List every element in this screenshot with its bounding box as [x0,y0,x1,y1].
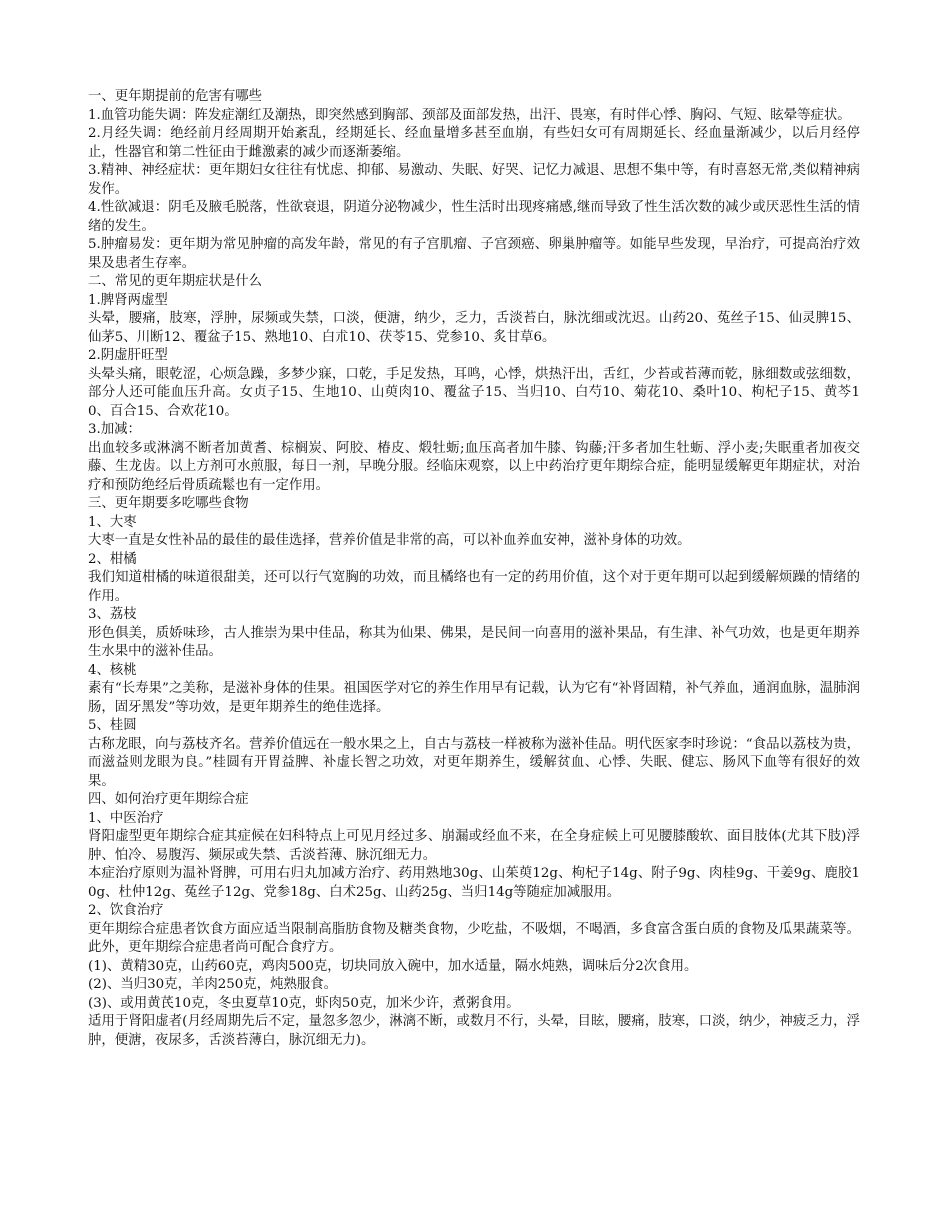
subheading: 4、核桃 [88,662,137,678]
paragraph: 形色俱美，质娇味珍，古人推崇为果中佳品，称其为仙果、佛果，是民间一向喜用的滋补果品，有生津、补气功效，也是更年期养生水果中的滋补佳品。 [88,625,860,659]
subheading: 3.加减： [88,422,141,437]
list-item: (1)、黄精30克，山药60克，鸡肉500克，切块同放入碗中，加水适量，隔水炖熟，调味后分2次食用。 [88,958,698,974]
subheading: 2.阴虚肝旺型 [88,348,168,363]
paragraph: 我们知道柑橘的味道很甜美，还可以行气宽胸的功效，而且橘络也有一定的药用价值，这个对于更年期可以起到缓解烦躁的情绪的作用。 [88,570,860,604]
list-item: (2)、当归30克，羊肉250克，炖熟服食。 [88,977,338,992]
section-heading: 一、更年期提前的危害有哪些 [88,89,263,104]
list-item: 4.性欲减退：阴毛及腋毛脱落，性欲衰退，阴道分泌物减少，性生活时出现疼痛感,继而导致了性生活次数的减少或厌恶性生活的情绪的发生。 [88,200,860,234]
section-heading: 四、如何治疗更年期综合症 [88,792,249,807]
subheading: 5、桂圆 [88,718,137,733]
paragraph: 头晕，腰痛，肢寒，浮肿，尿频或失禁，口淡，便溏，纳少，乏力，舌淡苔白，脉沈细或沈迟。山药20、菟丝子15、仙灵脾15、仙茅5、川断12、覆盆子15、熟地10、白朮10、茯苓15、党参10、炙甘草6。 [88,311,860,345]
subheading: 1、中医治疗 [88,810,164,826]
paragraph: 本症治疗原则为温补肾脾，可用右归丸加减方治疗、药用熟地30g、山茱萸12g、枸杞子14g、附子9g、肉桂9g、干姜9g、鹿胶10g、杜仲12g、菟丝子12g、党参18g、白术25g、山药25g、当归14g等随症加减服用。 [88,866,860,900]
list-item: 1.血管功能失调：阵发症潮红及潮热，即突然感到胸部、颈部及面部发热，出汗、畏寒，有时伴心悸、胸闷、气短、眩晕等症状。 [88,107,851,123]
document-body [88,88,860,1050]
paragraph: 头晕头痛，眼乾涩，心烦急躁，多梦少寐，口乾，手足发热，耳鸣，心悸，烘热汗出，舌红，少苔或苔薄而乾，脉细数或弦细数，部分人还可能血压升高。女贞子15、生地10、山萸肉10、覆盆子15、当归10、白芍10、菊花10、桑叶10、枸杞子15、黄芩10、百合15、合欢花10。 [88,366,860,419]
paragraph: 更年期综合症患者饮食方面应适当限制高脂肪食物及糖类食物，少吃盐，不吸烟，不喝酒，多食富含蛋白质的食物及瓜果蔬菜等。此外，更年期综合症患者尚可配合食疗方。 [88,921,860,955]
section-heading: 三、更年期要多吃哪些食物 [88,496,249,511]
paragraph: 素有“长寿果”之美称，是滋补身体的佳果。祖国医学对它的养生作用早有记载，认为它有“补肾固精，补气养血，通润血脉，温肺润肠，固牙黑发”等功效，是更年期养生的绝佳选择。 [88,681,860,715]
list-item: 2.月经失调：绝经前月经周期开始紊乱，经期延长、经血量增多甚至血崩，有些妇女可有周期延长、经血量渐减少，以后月经停止，性器官和第二性征由于雌激素的减少而逐渐萎缩。 [88,126,860,160]
paragraph: 适用于肾阳虚者(月经周期先后不定，量忽多忽少，淋漓不断，或数月不行，头晕，目眩，腰痛，肢寒，口淡，纳少，神疲乏力，浮肿，便溏，夜尿多，舌淡苔薄白，脉沉细无力)。 [88,1014,860,1048]
section-heading: 二、常见的更年期症状是什么 [88,274,263,289]
paragraph: 肾阳虚型更年期综合症其症候在妇科特点上可见月经过多、崩漏或经血不来，在全身症候上可见腰膝酸软、面目肢体(尤其下肢)浮肿、怕冷、易腹泻、频尿或失禁、舌淡苔薄、脉沉细无力。 [88,829,860,863]
subheading: 1.脾肾两虚型 [88,292,168,308]
subheading: 3、荔枝 [88,607,137,622]
paragraph: 出血较多或淋漓不断者加黄耆、棕榈炭、阿胶、椿皮、煅牡蛎;血压高者加牛膝、钩藤;汗多者加生牡蛎、浮小麦;失眠重者加夜交藤、生龙齿。以上方剂可水煎服，每日一剂，早晚分服。经临床观察，以上中药治疗更年期综合症，能明显缓解更年期症状，对治疗和预防绝经后骨质疏鬆也有一定作用。 [88,440,860,493]
subheading: 2、饮食治疗 [88,903,164,918]
paragraph: 古称龙眼，向与荔枝齐名。营养价值远在一般水果之上，自古与荔枝一样被称为滋补佳品。明代医家李时珍说：“食品以荔枝为贵，而滋益则龙眼为良。”桂圆有开胃益脾、补虚长智之功效，对更年期养生，缓解贫血、心悸、失眠、健忘、肠风下血等有很好的效果。 [88,736,860,789]
paragraph: 大枣一直是女性补品的最佳的最佳选择，营养价值是非常的高，可以补血养血安神，滋补身体的功效。 [88,533,691,548]
subheading: 2、柑橘 [88,551,137,567]
subheading: 1、大枣 [88,514,137,530]
list-item: (3)、或用黄芪10克，冬虫夏草10克，虾肉50克，加米少许，煮粥食用。 [88,995,520,1011]
list-item: 3.精神、神经症状：更年期妇女往往有忧虑、抑郁、易激动、失眠、好哭、记忆力减退、思想不集中等，有时喜怒无常,类似精神病发作。 [88,163,860,197]
list-item: 5.肿瘤易发：更年期为常见肿瘤的高发年龄，常见的有子宫肌瘤、子宫颈癌、卵巢肿瘤等。如能早些发现，早治疗，可提高治疗效果及患者生存率。 [88,237,860,271]
